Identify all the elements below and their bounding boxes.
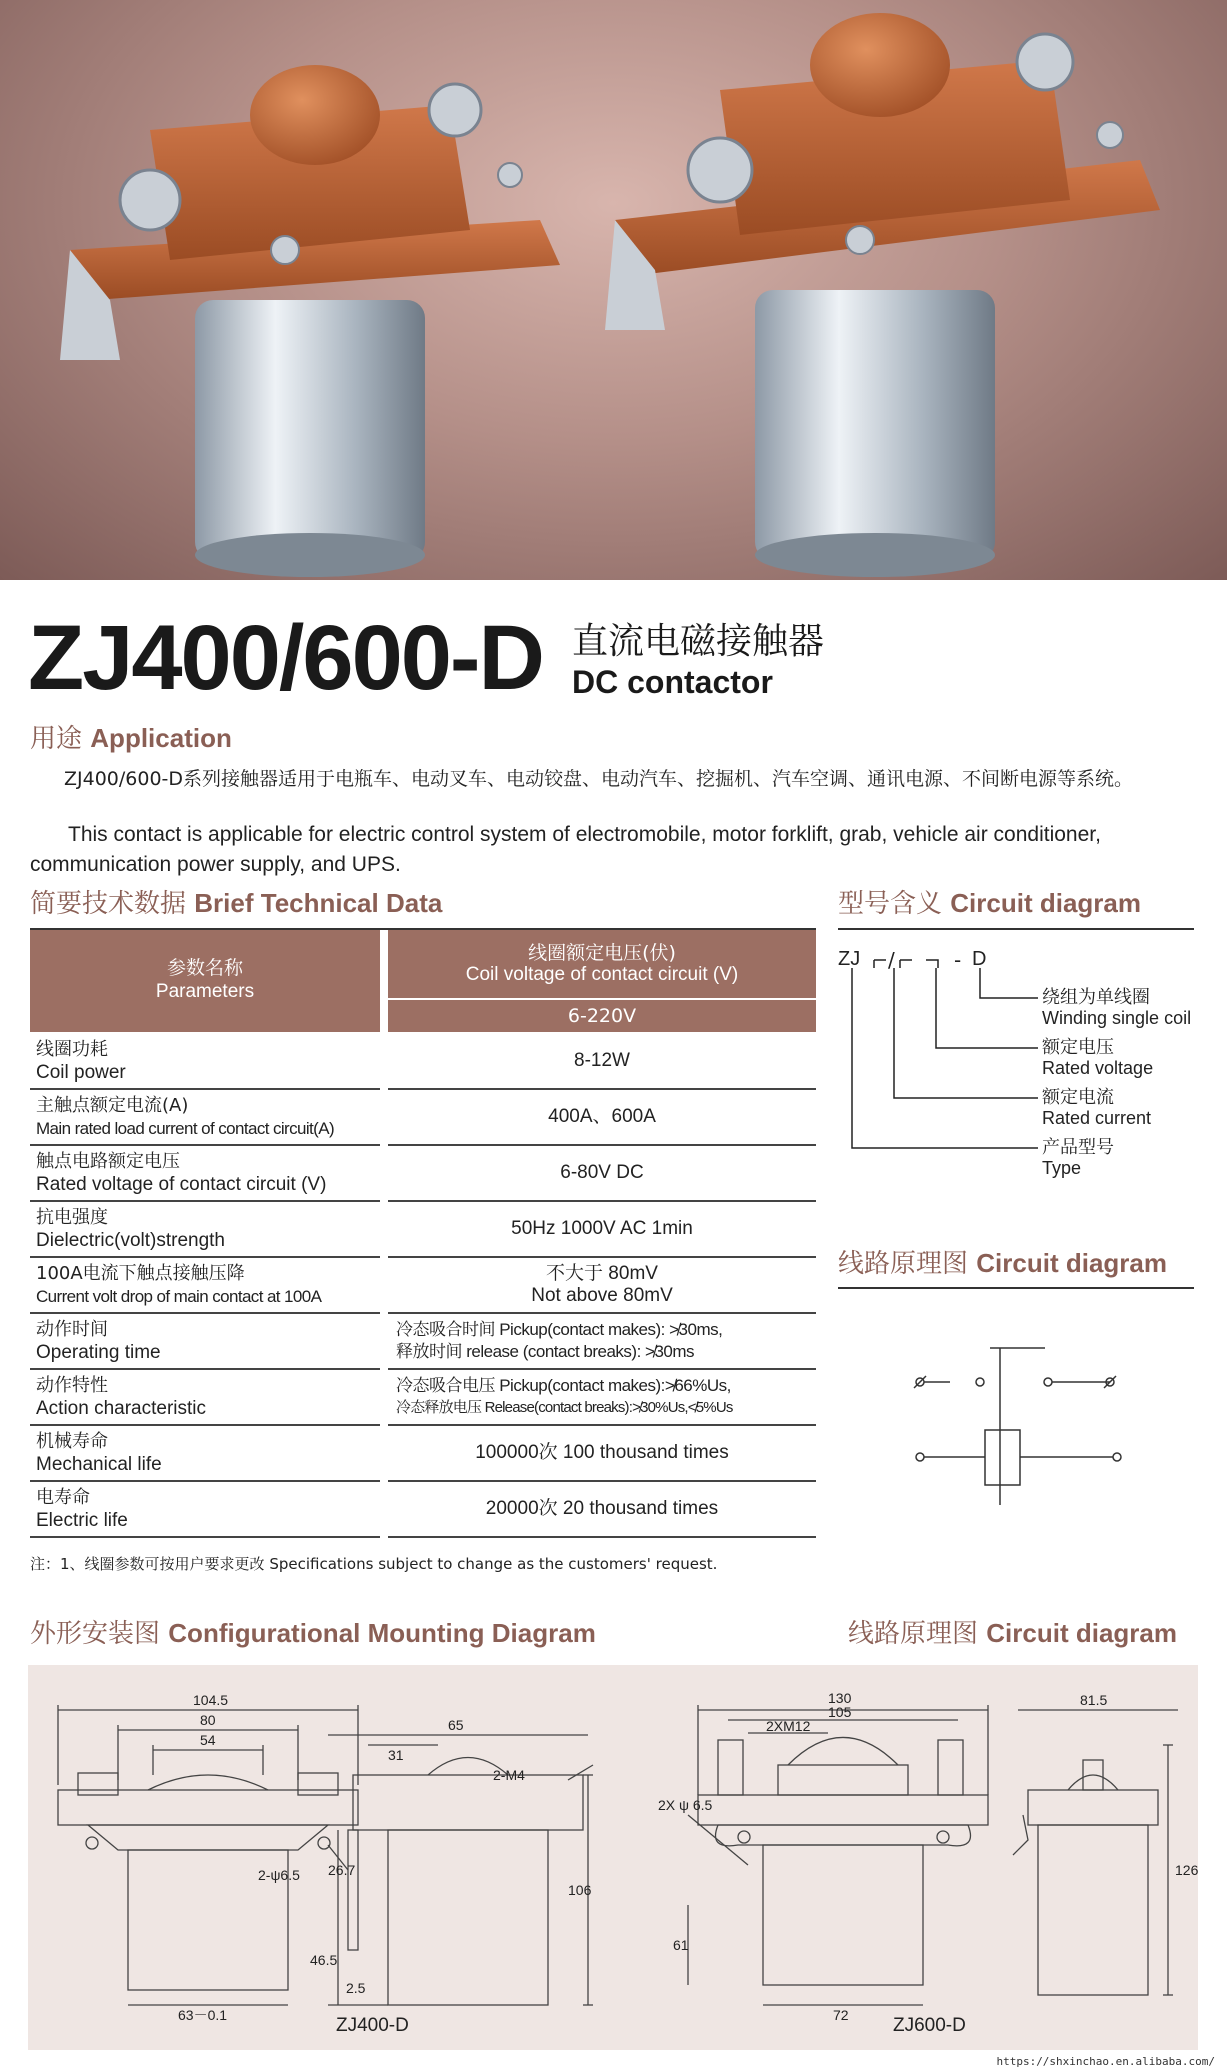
legend-winding-en: Winding single coil [1042,1008,1192,1028]
circuit-diagram-heading [838,1250,1167,1277]
product-photo [0,0,1227,580]
dimension-label: 2XM12 [766,1718,811,1734]
product-model: ZJ400/600-D [28,607,543,709]
model-code-separator: / [888,948,895,972]
dimension-label: 2X ψ 6.5 [658,1797,713,1813]
row-value: 400A、600A [548,1106,656,1127]
row-value: 8-12W [574,1050,630,1071]
column-header-voltage-range: 6-220V [388,1000,816,1032]
dimension-label: 31 [388,1747,404,1763]
model-meaning-heading-en: Circuit diagram [950,888,1141,918]
model-code-suffix: D [972,948,987,970]
legend-type [1042,1138,1114,1178]
dimension-label: 72 [833,2007,849,2023]
legend-rated-voltage-en: Rated voltage [1042,1058,1154,1078]
column-header-parameters [30,930,380,1032]
product-title-cn: 直流电磁接触器 [572,621,825,662]
row-param-en: Dielectric(volt)strength [36,1230,225,1251]
row-param-en: Action characteristic [36,1398,207,1419]
circuit-schematic [900,1330,1140,1520]
circuit-diagram-heading-2 [848,1620,1177,1647]
column-header-coil-voltage-en: Coil voltage of contact circuit (V) [465,964,739,985]
circuit-heading-cn: 线路原理图 [838,1249,969,1279]
contactor-illustration [0,0,1227,580]
row-value: 20000次 20 thousand times [485,1498,719,1519]
row-param-cn: 动作时间 [36,1319,108,1340]
row-value-line2: 冷态释放电压 Release(contact breaks):≯30%Us,≮5%Us [396,1399,733,1416]
dimension-label: 65 [448,1717,464,1733]
application-heading-en: Application [90,723,232,753]
dimension-label: 2-ψ6.5 [258,1867,300,1883]
row-param-cn: 机械寿命 [36,1431,108,1452]
legend-rated-current-en: Rated current [1042,1108,1152,1128]
row-value-line1: 不大于 80mV [546,1263,658,1284]
model-code-prefix: ZJ [838,948,861,970]
divider [838,928,1194,930]
table-row [30,1482,816,1538]
dimension-label: 80 [200,1712,216,1728]
application-heading [30,725,232,752]
legend-type-cn: 产品型号 [1042,1137,1114,1158]
dimension-label: 126 [1175,1862,1198,1878]
row-param-en: Mechanical life [36,1454,162,1475]
dimension-label: 104.5 [193,1692,229,1708]
row-value-line1: 冷态吸合时间 Pickup(contact makes): ≯30ms, [396,1320,723,1339]
tech-heading-en: Brief Technical Data [194,888,443,918]
row-value-line2: 释放时间 release (contact breaks): ≯30ms [396,1342,695,1361]
table-row [30,1426,816,1482]
caption-zj400d: ZJ400-D [336,2015,409,2036]
row-value: 100000次 100 thousand times [475,1442,729,1463]
legend-rated-current [1042,1088,1151,1128]
table-footnote: 注：1、线圈参数可按用户要求更改 Specifications subject to change as the customers' request. [30,1555,718,1573]
dimension-label: 106 [568,1882,592,1898]
table-row [30,1034,816,1090]
row-param-en: Coil power [36,1062,126,1083]
table-row [30,1202,816,1258]
circuit-heading-2-cn: 线路原理图 [848,1619,979,1649]
circuit-heading-2-en: Circuit diagram [986,1618,1177,1648]
row-param-cn: 主触点额定电流(A) [36,1095,189,1116]
mounting-heading-cn: 外形安装图 [30,1619,161,1649]
dimension-label: 2-M4 [493,1767,525,1783]
table-row [30,1370,816,1426]
legend-rated-voltage [1042,1038,1153,1078]
column-header-parameters-cn: 参数名称 [166,957,243,979]
table-row [30,1090,816,1146]
row-param-cn: 线圈功耗 [36,1039,108,1060]
dimension-label: 26.7 [328,1862,356,1878]
model-meaning-heading-cn: 型号含义 [838,889,943,919]
row-value: 50Hz 1000V AC 1min [511,1218,693,1239]
application-text-cn: ZJ400/600-D系列接触器适用于电瓶车、电动叉车、电动铰盘、电动汽车、挖掘机、汽车空调、通讯电源、不间断电源等系统。 [64,768,1134,790]
divider [838,1287,1194,1289]
model-code-dash: - [954,948,962,972]
row-param-en: Main rated load current of contact circuit(A) [36,1119,335,1138]
row-param-cn: 100A电流下触点接触压降 [36,1263,245,1284]
mounting-heading-en: Configurational Mounting Diagram [168,1618,596,1648]
model-meaning-diagram [838,948,1198,1198]
row-param-cn: 抗电强度 [36,1207,108,1228]
dimension-label: 81.5 [1080,1692,1108,1708]
legend-type-en: Type [1042,1158,1082,1178]
legend-rated-voltage-cn: 额定电压 [1042,1037,1114,1058]
row-param-cn: 电寿命 [36,1487,90,1508]
watermark-url: https://shxinchao.en.alibaba.com/ [996,2055,1215,2068]
row-param-en: Current volt drop of main contact at 100A [36,1287,322,1306]
row-param-en: Operating time [36,1342,161,1363]
contactor-left [60,65,560,577]
dimension-label: 54 [200,1732,216,1748]
legend-rated-current-cn: 额定电流 [1042,1087,1114,1108]
dimension-label: 63－0.1 [178,2007,228,2023]
dimension-label: 105 [828,1704,852,1720]
tech-data-heading [30,890,442,917]
tech-heading-cn: 简要技术数据 [30,889,187,919]
column-header-coil-voltage-cn: 线圈额定电压(伏) [528,942,676,964]
mounting-diagram-heading [30,1620,596,1647]
row-value-line2: Not above 80mV [531,1285,673,1306]
legend-winding [1042,988,1191,1028]
mounting-drawing [28,1665,1198,2050]
row-param-cn: 动作特性 [36,1375,108,1396]
table-row [30,1146,816,1202]
contactor-right [605,13,1160,577]
circuit-heading-en: Circuit diagram [976,1248,1167,1278]
legend-winding-cn: 绕组为单线圈 [1042,987,1150,1008]
caption-zj600d: ZJ600-D [893,2015,966,2036]
dimension-label: 130 [828,1690,852,1706]
table-row [30,1314,816,1370]
mounting-drawing-panel [28,1665,1198,2050]
product-title-en: DC contactor [572,664,773,700]
dimension-label: 2.5 [346,1980,366,1996]
dimension-label: 46.5 [310,1952,338,1968]
row-param-cn: 触点电路额定电压 [36,1151,180,1172]
column-header-coil-voltage [388,930,816,998]
row-value: 6-80V DC [560,1162,644,1183]
application-heading-cn: 用途 [30,724,83,754]
row-param-en: Electric life [36,1510,128,1531]
column-header-parameters-en: Parameters [155,981,255,1002]
application-text-en: This contact is applicable for electric control system of electromobile, motor forklift, grab, vehicle air conditioner, communication power supply, and UPS. [30,823,1101,876]
table-row [30,1258,816,1314]
model-meaning-heading [838,890,1141,917]
row-value-line1: 冷态吸合电压 Pickup(contact makes):≯66%Us, [396,1376,731,1395]
dimension-label: 61 [673,1937,689,1953]
row-param-en: Rated voltage of contact circuit (V) [36,1174,327,1195]
